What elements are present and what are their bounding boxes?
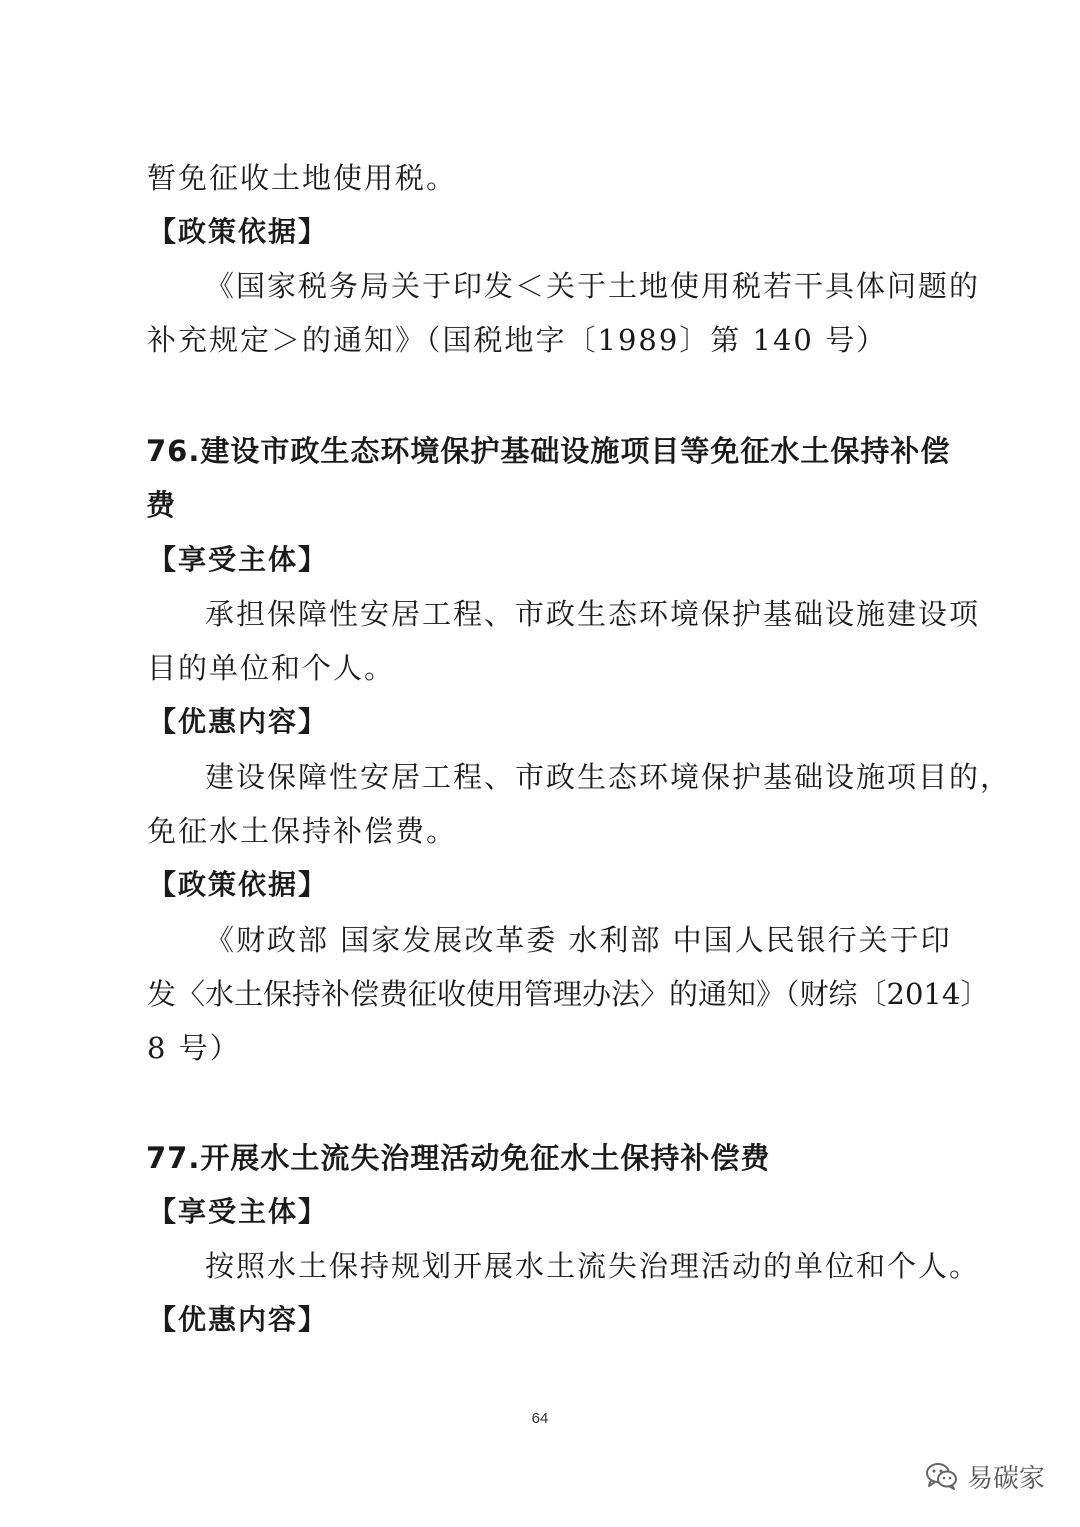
section-label-policy-basis: 【政策依据】 [148, 868, 329, 901]
item-heading-76: 76.建设市政生态环境保护基础设施项目等免征水土保持补偿 [146, 434, 951, 468]
body-text-line: 发〈水土保持补偿费征收使用管理办法〉的通知》（财综〔2014〕 [147, 977, 990, 1011]
body-text-line: 免征水土保持补偿费。 [147, 814, 458, 848]
body-text-line: 8 号） [147, 1031, 241, 1065]
section-label-policy-basis: 【政策依据】 [148, 215, 329, 248]
body-text-line: 按照水土保持规划开展水土流失治理活动的单位和个人。 [205, 1249, 981, 1283]
body-text-line: 目的单位和个人。 [147, 651, 396, 685]
page-number: 64 [531, 1410, 549, 1427]
body-text-line: 《财政部 国家发展改革委 水利部 中国人民银行关于印 [205, 923, 952, 957]
wechat-icon [925, 1461, 959, 1491]
body-text-line: 暂免征收土地使用税。 [147, 161, 458, 195]
item-heading-76-continued: 费 [146, 488, 177, 522]
section-label-preferential-content: 【优惠内容】 [148, 705, 329, 738]
watermark-text: 易碳家 [966, 1463, 1045, 1494]
body-text-line: 补充规定＞的通知》（国税地字〔1989〕第 140 号） [147, 323, 888, 357]
body-text-line: 承担保障性安居工程、市政生态环境保护基础设施建设项 [205, 597, 981, 631]
section-label-beneficiary: 【享受主体】 [148, 1195, 329, 1228]
account-watermark [925, 1456, 1045, 1496]
body-text-line: 《国家税务局关于印发＜关于土地使用税若干具体问题的 [205, 269, 981, 303]
body-text-line: 建设保障性安居工程、市政生态环境保护基础设施项目的， [205, 760, 1012, 794]
item-heading-77: 77.开展水土流失治理活动免征水土保持补偿费 [146, 1141, 771, 1175]
section-label-preferential-content: 【优惠内容】 [148, 1303, 329, 1336]
section-label-beneficiary: 【享受主体】 [148, 543, 329, 576]
